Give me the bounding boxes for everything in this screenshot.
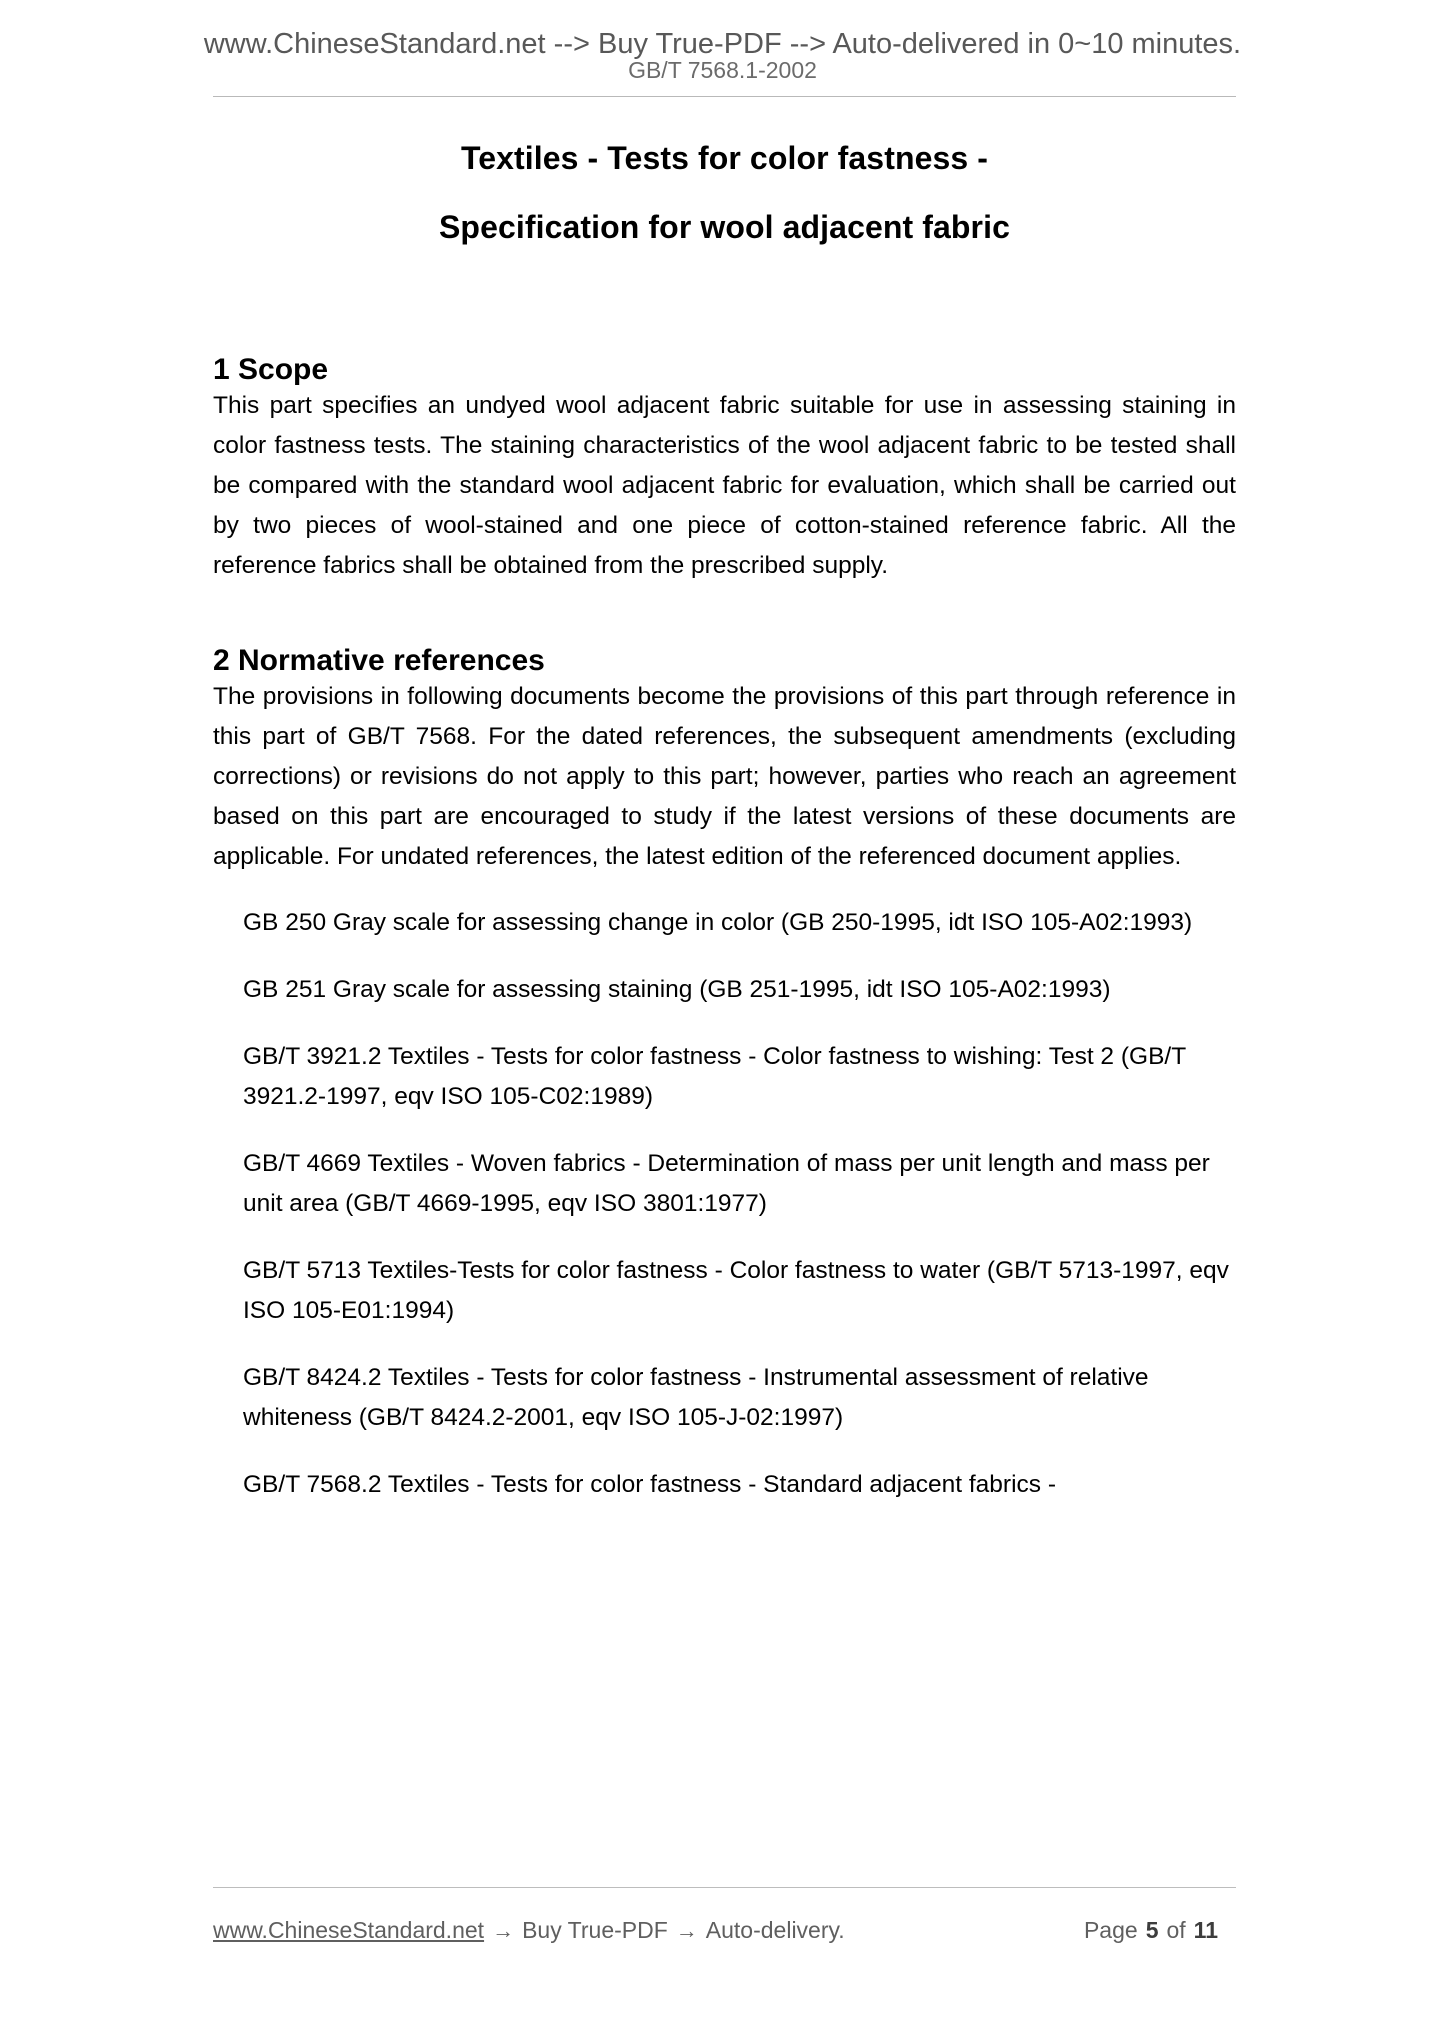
list-item: GB/T 4669 Textiles - Woven fabrics - Determination of mass per unit length and mass per unit area (GB/T 4669-1995, eqv ISO 3801:1977) xyxy=(243,1150,1210,1217)
page-label: Page xyxy=(1083,1917,1138,1943)
list-item: GB/T 8424.2 Textiles - Tests for color fastness - Instrumental assessment of relative whiteness (GB/T 8424.2-2001, eqv ISO 105-J-02:1997) xyxy=(243,1364,1149,1431)
page-number: 5 xyxy=(1145,1917,1159,1943)
section-heading-normative-references: 2 Normative references xyxy=(213,644,545,677)
section-normative-references xyxy=(213,644,1236,1505)
footer-delivery-label: Auto-delivery. xyxy=(705,1917,845,1943)
section-heading-scope: 1 Scope xyxy=(213,353,329,386)
document-body xyxy=(213,120,1236,1505)
arrow-right-icon: → xyxy=(675,1918,698,1943)
watermark-header xyxy=(0,28,1445,84)
promo-banner-text: www.ChineseStandard.net --> Buy True-PDF --> Auto-delivered in 0~10 minutes. xyxy=(203,28,1242,60)
arrow-right-icon: → xyxy=(492,1918,515,1943)
page-title-line-2: Specification for wool adjacent fabric xyxy=(438,209,1011,245)
footer-promo xyxy=(213,1917,845,1944)
section-scope xyxy=(213,353,1236,586)
page-total: 11 xyxy=(1193,1917,1218,1943)
list-item: GB 251 Gray scale for assessing staining (GB 251-1995, idt ISO 105-A02:1993) xyxy=(243,976,1111,1003)
footer-buy-label: Buy True-PDF xyxy=(522,1917,668,1943)
of-label: of xyxy=(1166,1917,1186,1943)
list-item: GB/T 3921.2 Textiles - Tests for color fastness - Color fastness to wishing: Test 2 (GB/T 3921.2-1997, eqv ISO 105-C02:1989) xyxy=(243,1043,1186,1110)
footer-pagination xyxy=(1084,1917,1218,1944)
page-title xyxy=(213,142,1236,243)
list-item: GB/T 5713 Textiles-Tests for color fastness - Color fastness to water (GB/T 5713-1997, eqv ISO 105-E01:1994) xyxy=(243,1257,1229,1324)
footer-divider xyxy=(213,1887,1236,1888)
standard-code-text: GB/T 7568.1-2002 xyxy=(628,57,817,84)
section-scope-paragraph: This part specifies an undyed wool adjacent fabric suitable for use in assessing staining in color fastness tests. The staining characteristics of the wool adjacent fabric to be tested shall be compared with the standard wool adjacent fabric for evaluation, which shall be carried out by two pieces of wool-stained and one piece of cotton-stained reference fabric. All the reference fabrics shall be obtained from the prescribed supply. xyxy=(213,392,1236,579)
page-footer xyxy=(213,1917,1236,1944)
list-item: GB/T 7568.2 Textiles - Tests for color fastness - Standard adjacent fabrics - xyxy=(243,1471,1056,1498)
section-normative-paragraph: The provisions in following documents become the provisions of this part through reference in this part of GB/T 7568. For the dated references, the subsequent amendments (excluding corrections) or revisions do not apply to this part; however, parties who reach an agreement based on this part are encouraged to study if the latest versions of these documents are applicable. For undated references, the latest edition of the referenced document applies. xyxy=(213,683,1236,870)
footer-site-link[interactable]: www.ChineseStandard.net xyxy=(213,1917,485,1943)
page-title-line-1: Textiles - Tests for color fastness - xyxy=(460,140,989,176)
header-divider xyxy=(213,96,1236,97)
list-item: GB 250 Gray scale for assessing change in color (GB 250-1995, idt ISO 105-A02:1993) xyxy=(243,909,1193,936)
normative-reference-list xyxy=(213,903,1236,1505)
